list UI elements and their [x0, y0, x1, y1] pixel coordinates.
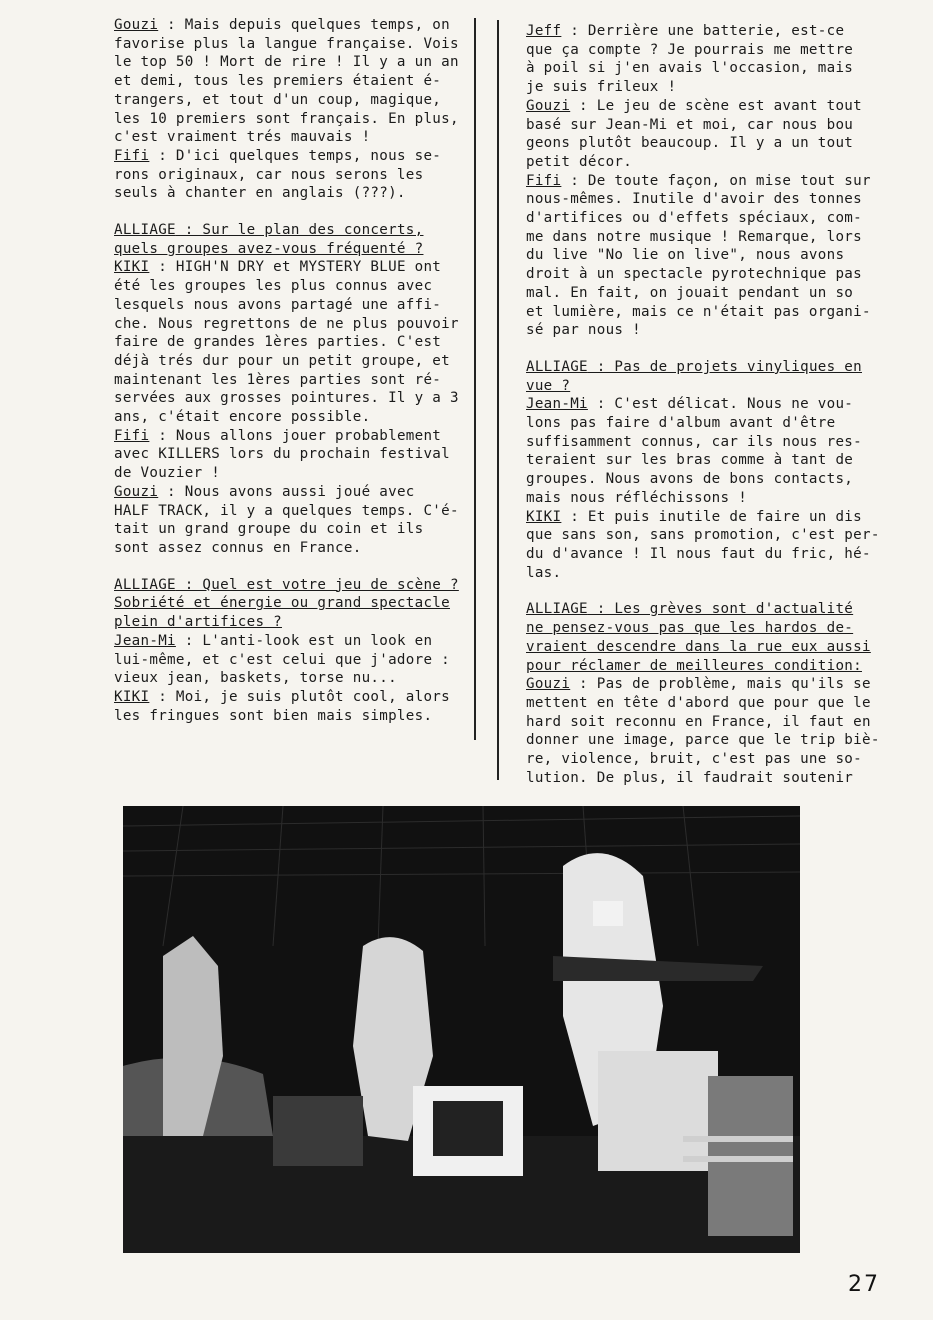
line-text: tait un grand groupe du coin et ils [114, 521, 424, 538]
line-text: lution. De plus, il faudrait soutenir [526, 769, 854, 786]
line-text: les fringues sont bien mais simples. [114, 707, 433, 724]
text-line [526, 508, 896, 527]
line-text: sé par nous ! [526, 322, 641, 339]
text-line [114, 352, 482, 371]
line-text: été les groupes les plus connus avec [114, 278, 433, 295]
line-text: vraient descendre dans la rue eux aussi [526, 638, 871, 655]
line-text: Sobriété et énergie ou grand spectacle [114, 595, 450, 612]
paragraph-gap [526, 582, 896, 600]
text-line [526, 600, 896, 619]
interview-question [114, 576, 482, 632]
line-text: : HIGH'N DRY et MYSTERY BLUE ont [149, 259, 442, 276]
text-line [114, 594, 482, 613]
line-text: groupes. Nous avons de bons contacts, [526, 471, 854, 488]
interview-answer [526, 675, 896, 787]
line-text: mais nous réfléchissons ! [526, 489, 748, 506]
line-text: HALF TRACK, il y a quelques temps. C'é- [114, 502, 459, 519]
line-text: : Sur le plan des concerts, [175, 222, 424, 239]
interview-column-right [526, 22, 896, 787]
text-line [526, 78, 896, 97]
speaker-name: Gouzi [114, 483, 159, 500]
text-line [114, 128, 482, 147]
interview-answer [114, 688, 482, 725]
text-line [114, 483, 482, 502]
interview-answer [114, 483, 482, 558]
line-text: mettent en tête d'abord que pour que le [526, 694, 871, 711]
text-line [114, 91, 482, 110]
text-line [114, 408, 482, 427]
speaker-name: Jeff [526, 23, 562, 39]
interview-question [526, 358, 896, 395]
line-text: donner une image, parce que le trip biè- [526, 732, 880, 749]
text-line [114, 669, 482, 688]
text-line [526, 97, 896, 116]
line-text: plein d'artifices ? [114, 614, 282, 631]
interview-question [114, 221, 482, 258]
interview-answer [526, 97, 896, 172]
speaker-name: ALLIAGE [114, 222, 176, 239]
line-text: lesquels nous avons partagé une affi- [114, 296, 442, 313]
line-text: : Mais depuis quelques temps, on [158, 17, 450, 33]
text-line [114, 371, 482, 390]
text-line [114, 110, 482, 129]
speaker-name: Gouzi [114, 17, 159, 33]
text-line [526, 731, 896, 750]
line-text: et lumière, mais ce n'était pas organi- [526, 303, 871, 320]
line-text: d'artifices ou d'effets spéciaux, com- [526, 210, 862, 227]
line-text: faire de grandes 1ères parties. C'est [114, 334, 442, 351]
text-line [526, 713, 896, 732]
text-line [526, 377, 896, 396]
text-line [526, 321, 896, 340]
line-text: petit décor. [526, 153, 633, 170]
line-text: : L'anti-look est un look en [175, 632, 433, 649]
paragraph-gap [114, 203, 482, 221]
text-line [526, 22, 896, 41]
column-divider-right [497, 20, 499, 780]
text-line [114, 277, 482, 296]
interview-answer [114, 258, 482, 426]
concert-photo [123, 806, 800, 1253]
interview-answer [526, 172, 896, 340]
speaker-name: ALLIAGE [114, 576, 176, 593]
speaker-name: KIKI [114, 259, 150, 276]
line-text: teraient sur les bras comme à tant de [526, 452, 854, 469]
interview-column-left [114, 16, 482, 725]
speaker-name: Jean-Mi [526, 396, 588, 413]
text-line [526, 116, 896, 135]
line-text: et demi, tous les premiers étaient é- [114, 73, 442, 90]
interview-answer [114, 16, 482, 147]
text-line [114, 445, 482, 464]
text-line [114, 166, 482, 185]
text-line [526, 526, 896, 545]
line-text: les 10 premiers sont français. En plus, [114, 110, 459, 127]
interview-answer [114, 427, 482, 483]
line-text: que sans son, sans promotion, c'est per- [526, 527, 880, 544]
text-line [526, 451, 896, 470]
line-text: à poil si j'en avais l'occasion, mais [526, 60, 854, 77]
text-line [526, 284, 896, 303]
text-line [526, 414, 896, 433]
line-text: je suis frileux ! [526, 79, 677, 96]
text-line [114, 240, 482, 259]
text-line [526, 134, 896, 153]
page-number: 27 [848, 1272, 880, 1297]
text-line [114, 72, 482, 91]
line-text: rons originaux, car nous serons les [114, 166, 424, 183]
line-text: : Nous allons jouer probablement [149, 427, 442, 444]
text-line [114, 502, 482, 521]
text-line [526, 694, 896, 713]
line-text: : Nous avons aussi joué avec [158, 483, 415, 500]
text-line [114, 520, 482, 539]
text-line [526, 638, 896, 657]
text-line [526, 489, 896, 508]
speaker-name: Fifi [114, 147, 150, 164]
text-line [526, 433, 896, 452]
text-line [114, 688, 482, 707]
line-text: de Vouzier ! [114, 465, 221, 482]
line-text: : De toute façon, on mise tout sur [561, 172, 871, 189]
text-line [526, 395, 896, 414]
text-line [114, 147, 482, 166]
text-line [114, 389, 482, 408]
line-text: maintenant les 1ères parties sont ré- [114, 371, 442, 388]
text-line [114, 576, 482, 595]
speaker-name: Fifi [526, 172, 562, 189]
interview-answer [526, 508, 896, 583]
line-text: ne pensez-vous pas que les hardos de- [526, 620, 854, 637]
line-text: : D'ici quelques temps, nous se- [149, 147, 442, 164]
speaker-name: ALLIAGE [526, 601, 588, 618]
line-text: hard soit reconnu en France, il faut en [526, 713, 871, 730]
text-line [526, 228, 896, 247]
line-text: trangers, et tout d'un coup, magique, [114, 91, 442, 108]
text-line [114, 427, 482, 446]
text-line [526, 172, 896, 191]
interview-answer [114, 147, 482, 203]
line-text: servées aux grosses pointures. Il y a 3 [114, 390, 459, 407]
line-text: droit à un spectacle pyrotechnique pas [526, 266, 862, 283]
line-text: lons pas faire d'album avant d'être [526, 415, 836, 432]
text-line [526, 41, 896, 60]
line-text: déjà trés dur pour un petit groupe, et [114, 352, 450, 369]
paragraph-gap [114, 558, 482, 576]
speaker-name: Jean-Mi [114, 632, 176, 649]
line-text: : Les grèves sont d'actualité [587, 601, 854, 618]
line-text: pour réclamer de meilleures condition: [526, 657, 862, 674]
line-text: ans, c'était encore possible. [114, 409, 371, 426]
text-line [526, 564, 896, 583]
text-line [526, 750, 896, 769]
line-text: seuls à chanter en anglais (???). [114, 185, 406, 202]
text-line [526, 209, 896, 228]
text-line [114, 221, 482, 240]
line-text: re, violence, bruit, c'est pas une so- [526, 751, 862, 768]
line-text: favorise plus la langue française. Vois [114, 35, 459, 52]
line-text: quels groupes avez-vous fréquenté ? [114, 240, 424, 257]
line-text: : C'est délicat. Nous ne vou- [587, 396, 854, 413]
text-line [114, 53, 482, 72]
text-line [526, 545, 896, 564]
line-text: basé sur Jean-Mi et moi, car nous bou [526, 116, 854, 133]
text-line [526, 358, 896, 377]
text-line [114, 539, 482, 558]
line-text: : Moi, je suis plutôt cool, alors [149, 688, 450, 705]
text-line [114, 333, 482, 352]
speaker-name: Gouzi [526, 97, 571, 114]
text-line [114, 632, 482, 651]
text-line [114, 258, 482, 277]
text-line [526, 769, 896, 788]
speaker-name: KIKI [526, 508, 562, 525]
text-line [526, 303, 896, 322]
text-line [114, 651, 482, 670]
line-text: avec KILLERS lors du prochain festival [114, 446, 450, 463]
text-line [114, 613, 482, 632]
text-line [114, 315, 482, 334]
line-text: che. Nous regrettons de ne plus pouvoir [114, 315, 459, 332]
line-text: suffisamment connus, car ils nous res- [526, 433, 862, 450]
speaker-name: Gouzi [526, 676, 571, 693]
line-text: geons plutôt beaucoup. Il y a un tout [526, 135, 854, 152]
text-line [114, 707, 482, 726]
text-line [114, 16, 482, 35]
line-text: : Le jeu de scène est avant tout [570, 97, 862, 114]
text-line [526, 190, 896, 209]
line-text: lui-même, et c'est celui que j'adore : [114, 651, 450, 668]
text-line [114, 184, 482, 203]
speaker-name: Fifi [114, 427, 150, 444]
line-text: : Et puis inutile de faire un dis [561, 508, 862, 525]
interview-answer [114, 632, 482, 688]
line-text: du live "No lie on live", nous avons [526, 247, 845, 264]
interview-answer [526, 395, 896, 507]
text-line [114, 464, 482, 483]
text-line [114, 296, 482, 315]
line-text: me dans notre musique ! Remarque, lors [526, 228, 862, 245]
text-line [526, 470, 896, 489]
line-text: : Pas de projets vinyliques en [587, 358, 862, 375]
line-text: : Pas de problème, mais qu'ils se [570, 676, 871, 693]
line-text: mal. En fait, on jouait pendant un so [526, 284, 854, 301]
text-line [526, 153, 896, 172]
text-line [526, 675, 896, 694]
text-line [526, 265, 896, 284]
text-line [526, 246, 896, 265]
interview-answer [526, 22, 896, 97]
line-text: : Derrière une batterie, est-ce [561, 23, 845, 39]
line-text: vieux jean, baskets, torse nu... [114, 670, 397, 687]
speaker-name: KIKI [114, 688, 150, 705]
paragraph-gap [526, 340, 896, 358]
line-text: le top 50 ! Mort de rire ! Il y a un an [114, 54, 459, 71]
text-line [526, 657, 896, 676]
line-text: que ça compte ? Je pourrais me mettre [526, 41, 854, 58]
line-text: vue ? [526, 377, 571, 394]
line-text: c'est vraiment trés mauvais ! [114, 129, 371, 146]
line-text: las. [526, 564, 562, 581]
line-text: nous-mêmes. Inutile d'avoir des tonnes [526, 191, 862, 208]
text-line [526, 619, 896, 638]
column-divider-left [474, 18, 476, 740]
speaker-name: ALLIAGE [526, 358, 588, 375]
interview-question [526, 600, 896, 675]
line-text: sont assez connus en France. [114, 539, 362, 556]
text-line [114, 35, 482, 54]
line-text: : Quel est votre jeu de scène ? [175, 576, 459, 593]
line-text: du d'avance ! Il nous faut du fric, hé- [526, 545, 871, 562]
text-line [526, 59, 896, 78]
